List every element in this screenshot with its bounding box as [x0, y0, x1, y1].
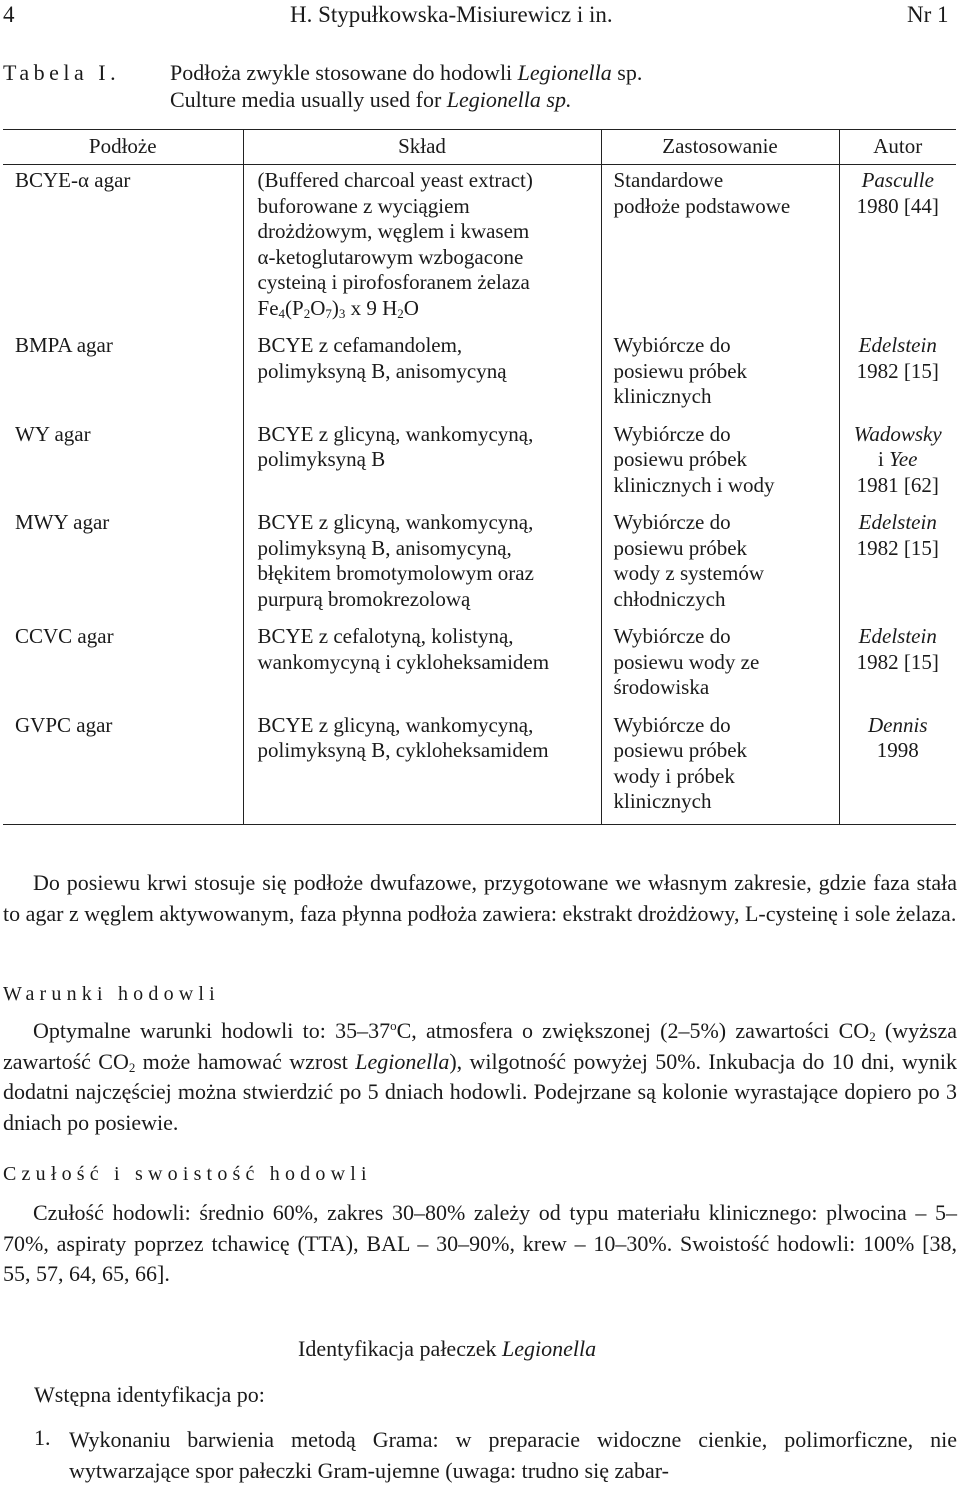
section-heading-sensitivity: Czułość i swoistość hodowli — [3, 1163, 372, 1185]
use-cell: Wybiórcze do posiewu próbek klinicznych i wody — [601, 419, 839, 508]
table-row — [3, 330, 956, 419]
composition-cell: BCYE z glicyną, wankomycyną, polimyksyną B, cykloheksamidem — [243, 710, 601, 825]
author-cell: Edelstein 1982 [15] — [839, 507, 956, 621]
page-number: 4 — [3, 2, 15, 27]
author-cell: Edelstein 1982 [15] — [839, 330, 956, 419]
composition-cell: BCYE z glicyną, wankomycyną, polimyksyną B, anisomycyną, błękitem bromotymolowym oraz purpurą bromokrezolową — [243, 507, 601, 621]
table-label: Tabela I. — [3, 60, 121, 85]
section-heading-conditions: Warunki hodowli — [3, 983, 220, 1005]
column-header-author: Autor — [839, 130, 956, 165]
table-row — [3, 165, 956, 331]
identification-intro: Wstępna identyfikacja po: — [34, 1382, 265, 1407]
list-item-gram-stain: Wykonaniu barwienia metodą Grama: w preparacie widoczne cienkie, polimorficzne, nie wytwarzające spor pałeczki Gram-ujemne (uwaga: trudno się zabar- — [69, 1427, 957, 1483]
author-cell: Edelstein 1982 [15] — [839, 621, 956, 710]
medium-cell: MWY agar — [15, 510, 110, 534]
use-cell: Wybiórcze do posiewu próbek wody z systemów chłodniczych — [601, 507, 839, 621]
paragraph-blood-culture: Do posiewu krwi stosuje się podłoże dwufazowe, przygotowane we własnym zakresie, gdzie faza stała to agar z węglem aktywowanym, faza płynna podłoża zawiera: ekstrakt drożdżowy, L-cysteinę i sole żelaza. — [3, 870, 957, 926]
table-row — [3, 507, 956, 621]
medium-cell: BCYE-α agar — [15, 168, 131, 192]
author-cell: Pasculle 1980 [44] — [839, 165, 956, 331]
composition-cell: BCYE z cefamandolem, polimyksyną B, anisomycyną — [243, 330, 601, 419]
table-row — [3, 621, 956, 710]
composition-cell: (Buffered charcoal yeast extract) buforowane z wyciągiem drożdżowym, węglem i kwasem α-ketoglutarowym wzbogacone cysteiną i pirofosforanem żelaza $Fe_4(P_2O_7)_3$ x 9 $H_2O$ — [243, 165, 601, 331]
table-row — [3, 419, 956, 508]
medium-cell: BMPA agar — [15, 333, 113, 357]
use-cell: Wybiórcze do posiewu próbek wody i próbek klinicznych — [601, 710, 839, 825]
composition-cell: BCYE z glicyną, wankomycyną, polimyksyną B — [243, 419, 601, 508]
list-item-number: 1. — [34, 1425, 51, 1450]
issue-number: Nr 1 — [907, 2, 949, 27]
culture-media-table — [3, 129, 956, 825]
table-caption-en: Culture media usually used for Legionella sp. — [170, 87, 572, 112]
chemical-formula: $Fe_4(P_2O_7)_3$ x 9 $H_2O$ — [257, 295, 419, 321]
author-cell: Dennis 1998 — [839, 710, 956, 825]
table-row — [3, 710, 956, 825]
author-cell: Wadowsky i Yee 1981 [62] — [839, 419, 956, 508]
medium-cell: CCVC agar — [15, 624, 114, 648]
column-header-use: Zastosowanie — [601, 130, 839, 165]
heading-identification: Identyfikacja pałeczek Legionella — [298, 1336, 597, 1361]
medium-cell: GVPC agar — [3, 710, 243, 825]
medium-cell: WY agar — [15, 421, 91, 446]
use-cell: Wybiórcze do posiewu próbek klinicznych — [601, 330, 839, 419]
use-cell: Wybiórcze do posiewu wody ze środowiska — [601, 621, 839, 710]
paragraph-conditions: Optymalne warunki hodowli to: 35–37$^o$C, atmosfera o zwiększonej (2–5%) zawartości $CO_2$ (wyższa zawartość $CO_2$ może hamować wzrost Legionella), wilgotność powyżej 50%. Inkubacja do 10 dni, wynik dodatni najczęściej można stwierdzić po 5 dniach hodowli. Podejrzane są kolonie wyrastające dopiero po 3 dniach po posiewie. — [3, 1018, 958, 1135]
table-header-row — [3, 130, 956, 165]
table-caption-pl: Podłoża zwykle stosowane do hodowli Legionella sp. — [170, 60, 643, 85]
paragraph-sensitivity: Czułość hodowli: średnio 60%, zakres 30–80% zależy od typu materiału klinicznego: plwocina – 5–70%, aspiraty poprzez tchawicę (TTA), BAL – 30–90%, krew – 10–30%. Swoistość hodowli: 100% [38, 55, 57, 64, 65, 66]. — [3, 1200, 957, 1286]
composition-cell: BCYE z cefalotyną, kolistyną, wankomycyną i cykloheksamidem — [243, 621, 601, 710]
column-header-composition: Skład — [243, 130, 601, 165]
column-header-medium: Podłoże — [3, 130, 243, 165]
running-title: H. Stypułkowska-Misiurewicz i in. — [290, 2, 613, 27]
use-cell: Standardowe podłoże podstawowe — [601, 165, 839, 331]
